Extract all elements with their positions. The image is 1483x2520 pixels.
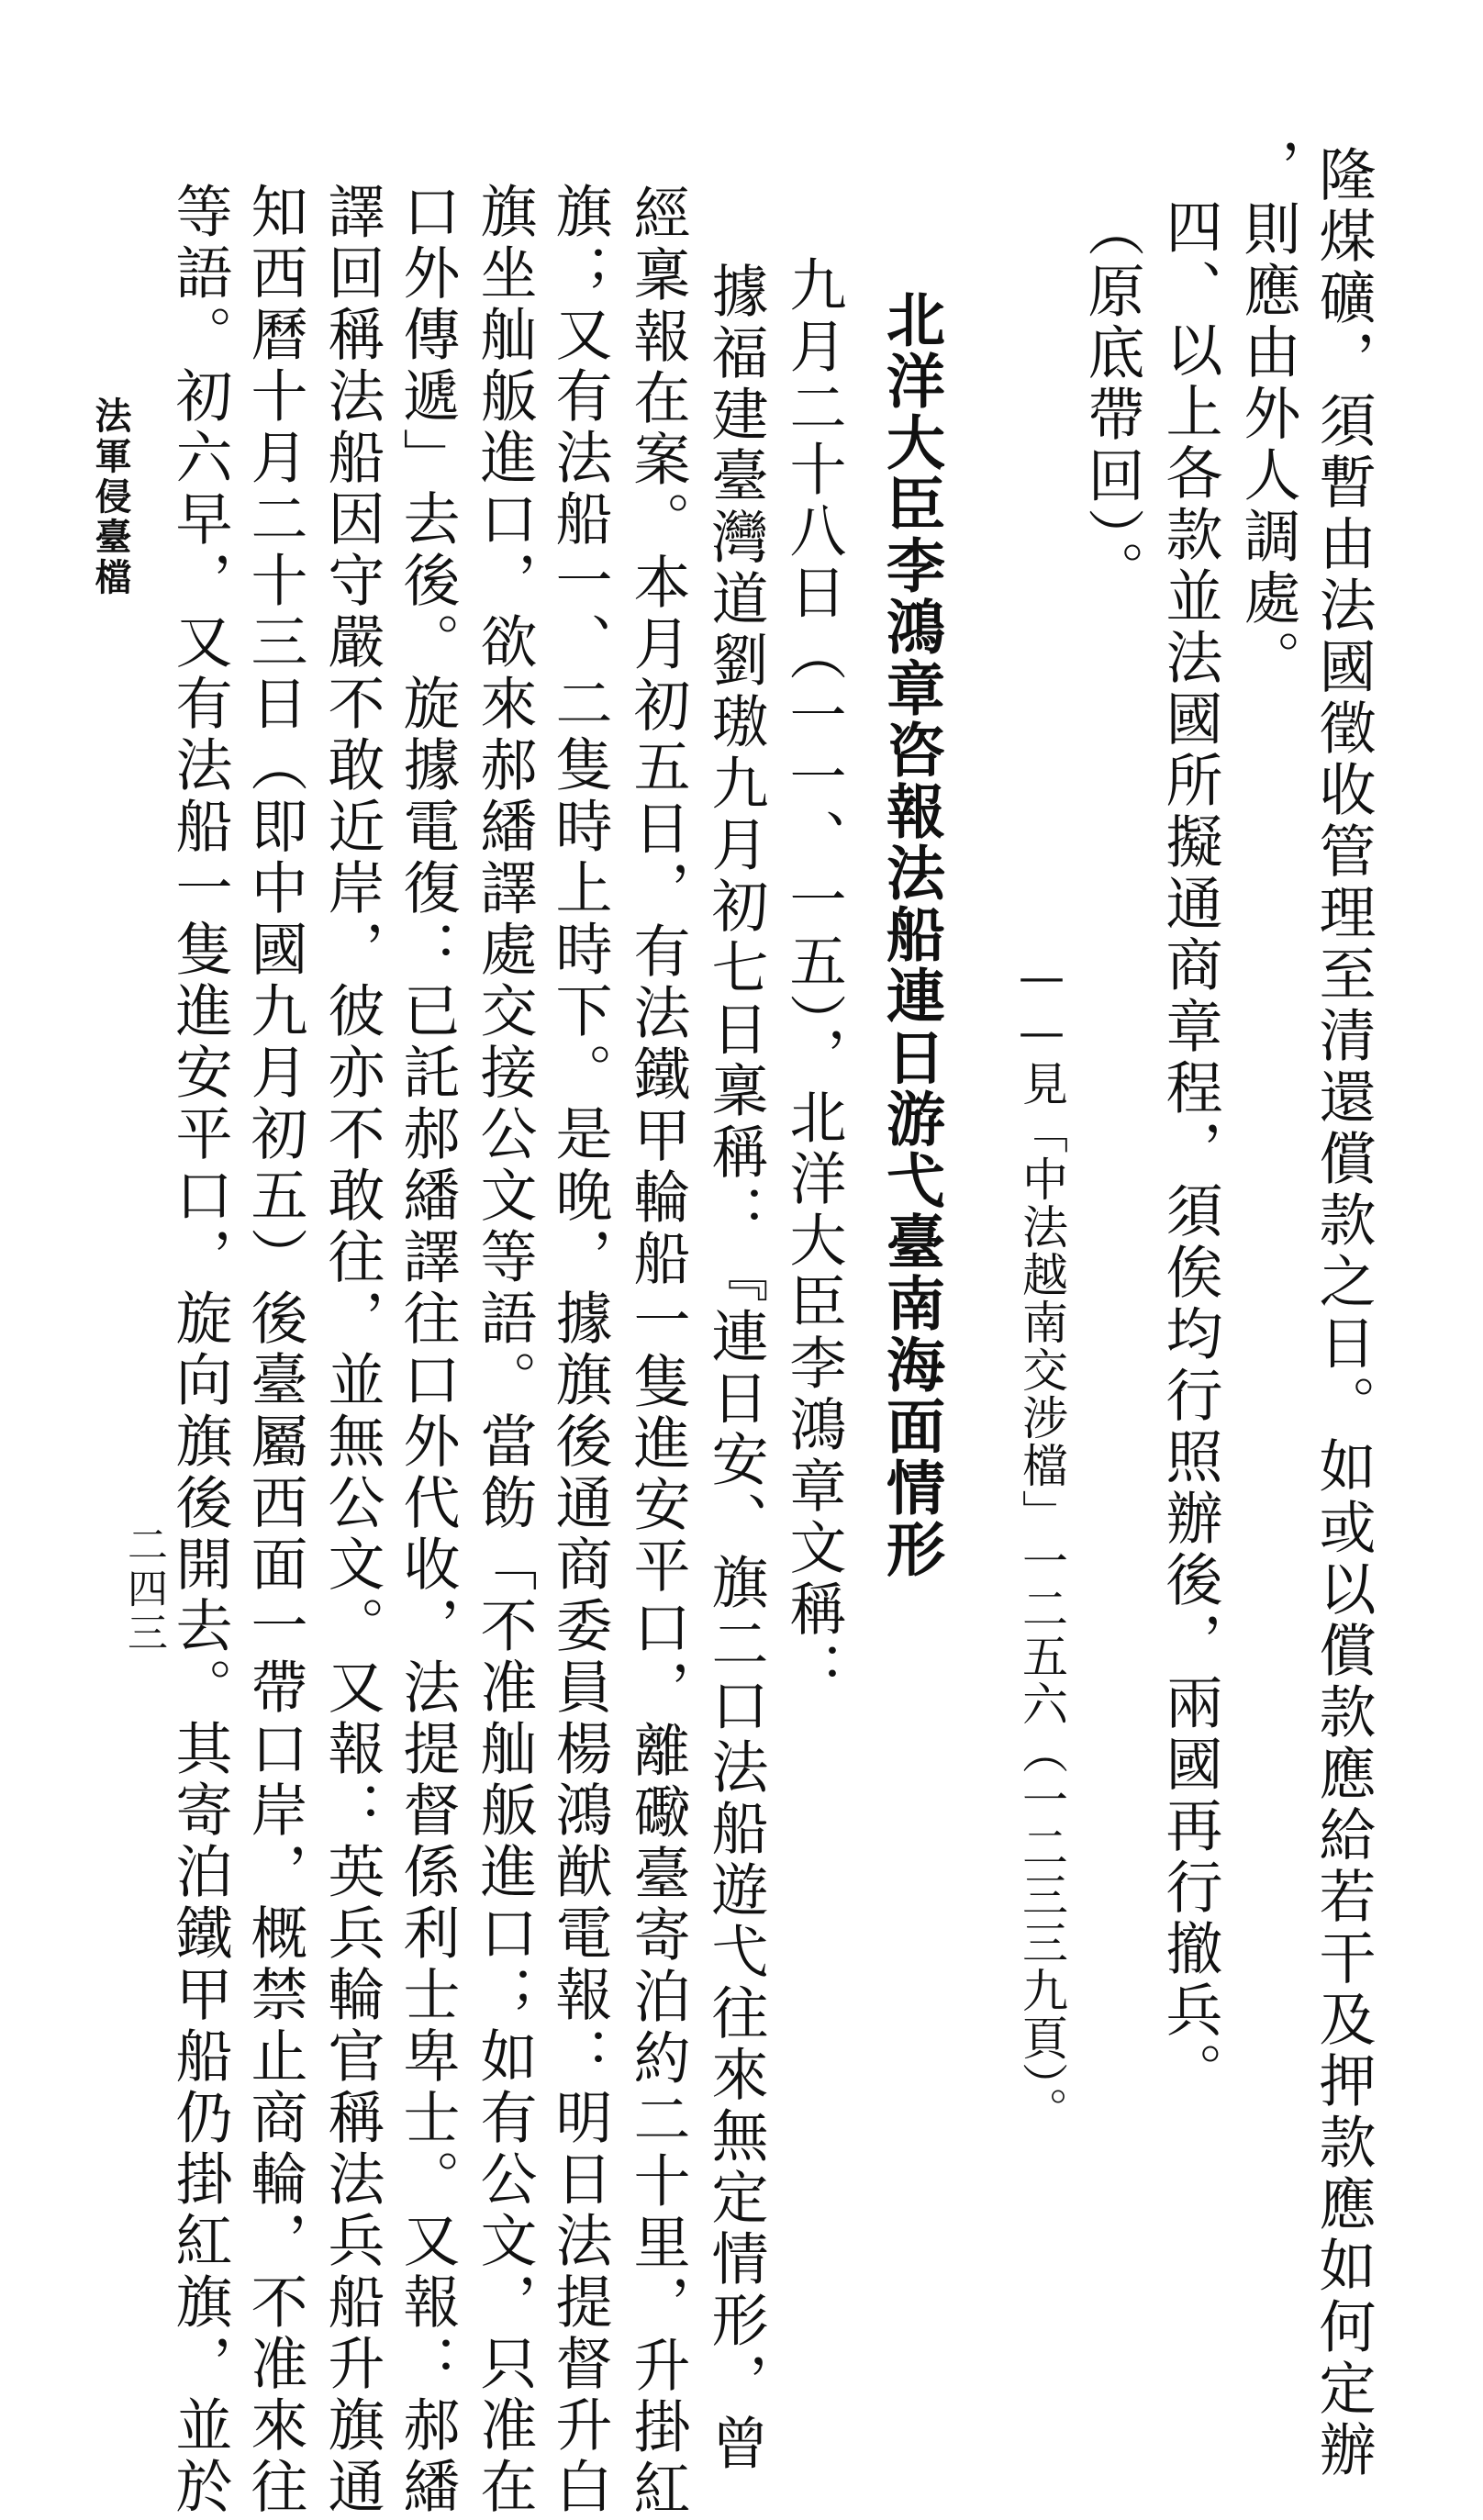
text-column-9: 經稟報在案。本月初五日，有法鐵甲輪船一隻進安平口，離礮臺寄泊約二十里，升掛紅	[624, 184, 691, 2520]
text-column-12: 口外傳遞」去後。旋據電復：已託郝繙譯往口外代收，法提督係利士卑士。又報：郝繙	[394, 182, 461, 2518]
page-number: 二四三	[120, 1523, 167, 1656]
text-column-14: 知西曆十月二十三日（即中國九月初五）後臺屬西面一帶口岸，概禁止商輪，不准來往	[241, 182, 308, 2518]
text-column-13: 譯回稱法船因守嚴不敢近岸，彼亦不敢往，並無公文。又報：英兵輪官稱法兵船升旗通	[318, 182, 385, 2518]
text-column-15: 等語。初六早，又有法船一隻進安平口，旋向旗後開去。其寄泊鐵甲船仍掛紅旗，並於	[166, 182, 233, 2518]
text-column-2: ，則應由外人調處。	[1234, 138, 1301, 691]
text-column-11: 旗坐舢舨進口，欲來郝繙譯處交接公文等語。當飭「不准舢舨進口；如有公文，只准在	[471, 182, 538, 2518]
text-column-7: 九月二十八日（一一、一五），北洋大臣李鴻章文稱：	[780, 255, 847, 1702]
text-column-4: （原底帶回）。	[1078, 200, 1145, 602]
text-column-10: 旗；又有法船一、二隻時上時下。是晚，據旗後通商委員楊鴻猷電報：明日法提督升白	[546, 182, 613, 2518]
text-column-3: 四、以上各款並法國所擬通商章程，須俟均行照辦後，兩國再行撤兵。	[1156, 197, 1223, 2103]
source-citation: ——見「中法越南交涉檔」一二五六（一二三三九頁）。	[1015, 950, 1068, 2135]
section-heading: 北洋大臣李鴻章咨報法船連日游弋臺南海面情形	[876, 289, 945, 1580]
text-column-1: 隆煤礦，須暫由法國徵收管理至清還償款之日。如或以償款應給若干及押款應如何定辦	[1310, 145, 1377, 2481]
running-title: 法軍侵臺檔	[89, 396, 132, 598]
text-column-8: 據福建臺灣道劉璈九月初七日稟稱：『連日安、旗二口法船遊弋往來無定情形，曾	[702, 262, 769, 2475]
